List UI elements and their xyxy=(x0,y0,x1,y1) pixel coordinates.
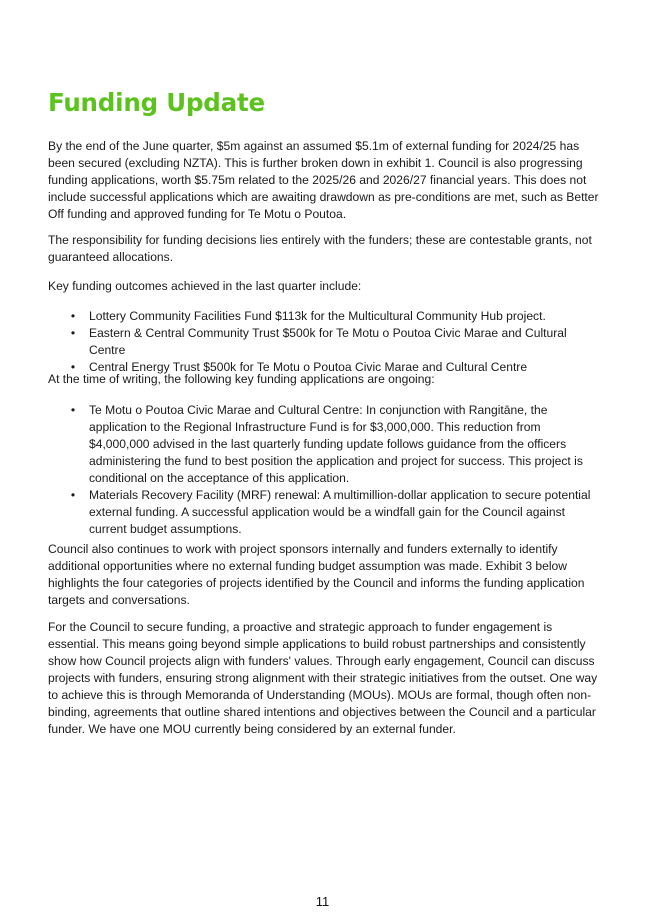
bullet-icon: • xyxy=(70,309,76,323)
page-title: Funding Update xyxy=(48,88,265,117)
page-number: 11 xyxy=(315,894,330,909)
list-item: • Lottery Community Facilities Fund $113k for the Multicultural Community Hub project. xyxy=(48,308,604,325)
list-item: • Eastern & Central Community Trust $500k for Te Motu o Poutoa Civic Marae and Cultural Centre xyxy=(48,325,604,359)
outcomes-list xyxy=(48,308,604,376)
bullet-icon: • xyxy=(70,488,76,502)
outcomes-intro: Key funding outcomes achieved in the last quarter include: xyxy=(48,279,362,293)
ongoing-intro: At the time of writing, the following key funding applications are ongoing: xyxy=(48,372,435,386)
responsibility-paragraph: The responsibility for funding decisions lies entirely with the funders; these are contestable grants, not guaranteed allocations. xyxy=(48,233,592,264)
ongoing-list xyxy=(48,402,604,538)
engagement-paragraph: For the Council to secure funding, a proactive and strategic approach to funder engagement is essential. This means going beyond simple applications to build robust partnerships and consistently show how Council projects align with funders' values. Through early engagement, Council can discuss projects with funders, ensuring strong alignment with their strategic initiatives from the outset. One way to achieve this is through Memoranda of Understanding (MOUs). MOUs are formal, though often non-binding, agreements that outline shared intentions and objectives between the Council and a particular funder. We have one MOU currently being considered by an external funder. xyxy=(48,620,598,736)
bullet-icon: • xyxy=(70,360,76,374)
list-item: • Central Energy Trust $500k for Te Motu o Poutoa Civic Marae and Cultural Centre xyxy=(48,359,604,376)
sponsors-paragraph: Council also continues to work with project sponsors internally and funders externally to identify additional opportunities where no external funding budget assumption was made. Exhibit 3 below highlights the four categories of projects identified by the Council and informs the funding application targets and conversations. xyxy=(48,542,585,607)
intro-paragraph: By the end of the June quarter, $5m against an assumed $5.1m of external funding for 2024/25 has been secured (excluding NZTA). This is further broken down in exhibit 1. Council is also progressing funding applications, worth $5.75m related to the 2025/26 and 2026/27 financial years. This does not include successful applications which are awaiting drawdown as pre-conditions are met, such as Better Off funding and approved funding for Te Motu o Poutoa. xyxy=(48,139,599,221)
bullet-icon: • xyxy=(70,403,76,417)
bullet-icon: • xyxy=(70,326,76,340)
list-item: • Te Motu o Poutoa Civic Marae and Cultural Centre: In conjunction with Rangitāne, the application to the Regional Infrastructure Fund is for $3,000,000. This reduction from $4,000,000 advised in the last quarterly funding update follows guidance from the officers administering the fund to best position the application and project for success. This project is conditional on the acceptance of this application. xyxy=(48,402,604,487)
list-item: • Materials Recovery Facility (MRF) renewal: A multimillion-dollar application to secure potential external funding. A successful application would be a windfall gain for the Council against current budget assumptions. xyxy=(48,487,604,538)
